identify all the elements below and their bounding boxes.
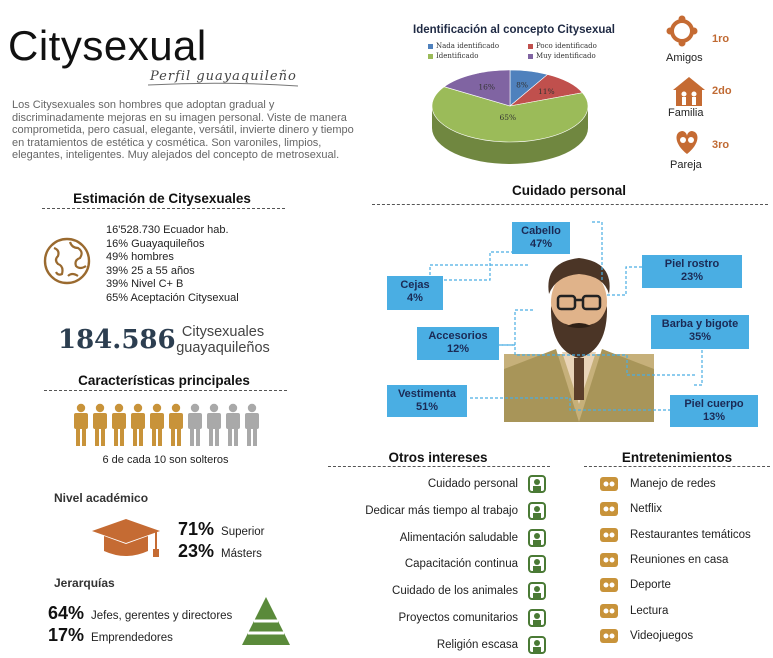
otros-item-label: Cuidado de los animales [392, 585, 518, 598]
legend-swatch [528, 54, 533, 59]
academico-row [178, 541, 265, 563]
academico-pct: 71% [178, 519, 215, 539]
apple-icon [526, 527, 548, 549]
single-person-icon [131, 404, 145, 446]
network-icon [598, 474, 620, 494]
academico-list [178, 519, 265, 563]
entretenimientos-divider [584, 466, 770, 467]
legend-label: Poco identificado [536, 42, 597, 50]
legend-swatch [428, 44, 433, 49]
work-icon [526, 500, 548, 522]
restaurant-icon [598, 525, 620, 545]
pie-label-2: 65% [499, 112, 517, 122]
single-person-icon [169, 404, 183, 446]
cuidado-heading: Cuidado personal [511, 183, 626, 198]
estimacion-line: 49% hombres [106, 251, 174, 263]
pie-label-0: 8% [516, 80, 528, 90]
single-person-icon [74, 404, 88, 446]
callout-label: Vestimenta [397, 388, 457, 400]
entretenimiento-label: Manejo de redes [630, 478, 716, 490]
entretenimiento-item [598, 524, 751, 546]
legend-row [428, 52, 628, 60]
trophy-icon [598, 575, 620, 595]
otros-item-label: Alimentación saludable [399, 531, 518, 544]
house-icon [598, 550, 620, 570]
pie-label-3: 16% [478, 82, 496, 92]
gamepad-icon [598, 626, 620, 646]
chart-title: Identificación al concepto Citysexual [413, 24, 615, 36]
otros-item-label: Cuidado personal [427, 478, 518, 490]
academico-row [178, 519, 265, 541]
legend-entry [428, 52, 528, 60]
legend-entry [528, 52, 628, 60]
estimacion-divider [42, 208, 285, 209]
entretenimiento-item [598, 498, 662, 520]
legend-label: Muy identificado [536, 52, 596, 60]
entretenimiento-item [598, 600, 668, 622]
entretenimiento-item [598, 473, 716, 495]
otros-heading: Otros intereses [388, 450, 488, 465]
person-icon [188, 404, 202, 446]
otros-item [400, 526, 548, 550]
legend-swatch [428, 54, 433, 59]
legend-label: Nada identificado [436, 42, 500, 50]
callout-pct: 12% [446, 343, 470, 355]
page-title: Citysexual [8, 22, 207, 69]
community-icon [526, 607, 548, 629]
person-icon [226, 404, 240, 446]
callout-label: Barba y bigote [661, 318, 739, 330]
entretenimiento-label: Lectura [630, 604, 669, 617]
academico-pct: 23% [178, 541, 215, 561]
citysexual-count: 184.586 [58, 325, 176, 355]
estimacion-line: 16% Guayaquileños [106, 237, 205, 250]
rank-3: 3ro [712, 139, 730, 151]
estimacion-heading: Estimación de Citysexuales [73, 191, 251, 206]
caracteristicas-heading: Características principales [78, 373, 250, 388]
single-person-icon [112, 404, 126, 446]
callout-pct: 47% [529, 238, 553, 250]
count-label-line: Citysexuales [181, 324, 265, 340]
legend-entry [428, 42, 528, 50]
grooming-icon [526, 473, 548, 495]
otros-item [398, 606, 548, 630]
otros-item-label: Capacitación continua [404, 558, 518, 571]
entretenimiento-label: Videojuegos [630, 629, 694, 642]
callout-accesorios [417, 327, 499, 360]
estimacion-line: 39% Nivel C+ B [106, 278, 184, 290]
count-label-line: guayaquileños [176, 340, 270, 356]
jerarquias-heading: Jerarquías [54, 576, 115, 590]
entretenimientos-heading: Entretenimientos [621, 450, 733, 465]
otros-item [405, 552, 548, 576]
estimacion-line: 65% Aceptación Citysexual [106, 291, 239, 304]
legend-entry [528, 42, 628, 50]
pie-label-1: 11% [537, 87, 555, 97]
callout-barba [651, 315, 749, 349]
jerarquias-row [48, 625, 232, 647]
intro-text: Los Citysexuales son hombres que adoptan gradual y discriminadamente mejoras en su imagen personal. Viste de manera comprometida, pero casual, elegante, versátil, invierte dinero y tiempo en tratamientos de estética y cosmética. Son varoniles, limpios, elegantes, inteligentes. Muy alejados del concepto de metrosexual. [12, 99, 354, 162]
jerarquias-row [48, 603, 232, 625]
legend-row [428, 42, 628, 50]
legend-label: Identificado [436, 52, 479, 60]
entretenimiento-label: Netflix [630, 503, 662, 516]
otros-item [428, 472, 548, 496]
otros-item-label: Proyectos comunitarios [398, 612, 518, 624]
single-person-icon [150, 404, 164, 446]
estimacion-list [106, 224, 239, 305]
otros-item [365, 499, 548, 523]
jerarquias-label: Jefes, gerentes y directores [91, 610, 233, 622]
academico-heading: Nivel académico [54, 491, 149, 505]
callout-label: Cejas [400, 279, 430, 291]
callout-pct: 23% [680, 271, 704, 283]
callout-label: Piel rostro [664, 258, 720, 270]
callout-pct: 51% [415, 401, 439, 413]
callout-cabello [512, 222, 570, 254]
influence-label: Amigos [666, 52, 703, 64]
rank-1: 1ro [712, 33, 730, 45]
entretenimiento-item [598, 549, 728, 571]
estimacion-line: 16'528.730 Ecuador hab. [106, 224, 229, 236]
chart-legend [428, 42, 628, 60]
jerarquias-pct: 64% [48, 603, 85, 623]
callout-label: Piel cuerpo [684, 398, 744, 410]
graduation-cap-icon [90, 517, 162, 563]
entretenimiento-label: Deporte [630, 579, 671, 592]
entretenimiento-label: Restaurantes temáticos [630, 528, 751, 541]
caracteristicas-divider [44, 390, 287, 391]
subtitle-underline [148, 82, 298, 88]
callout-piel-rostro [642, 255, 742, 288]
page-subtitle: Perfil guayaquileño [150, 69, 297, 84]
entretenimiento-item [598, 574, 671, 596]
rank-2: 2do [712, 85, 732, 97]
otros-item-label: Dedicar más tiempo al trabajo [365, 504, 518, 517]
people-pictogram [70, 403, 270, 449]
influence-label: Pareja [670, 159, 702, 171]
solteros-caption: 6 de cada 10 son solteros [102, 454, 229, 466]
influence-label: Familia [668, 107, 704, 119]
jerarquias-label: Emprendedores [91, 632, 173, 644]
academico-label: Másters [221, 548, 262, 560]
person-icon [245, 404, 259, 446]
tv-icon [598, 499, 620, 519]
pet-icon [526, 580, 548, 602]
otros-item-label: Religión escasa [436, 638, 518, 651]
couple-icon [672, 128, 702, 156]
callout-label: Accesorios [428, 330, 488, 342]
callout-label: Cabello [521, 225, 561, 237]
single-person-icon [93, 404, 107, 446]
callout-pct: 13% [702, 411, 726, 423]
legend-swatch [528, 44, 533, 49]
callout-vestimenta [387, 385, 467, 417]
citysexual-count-label [168, 324, 278, 356]
pie-chart [420, 66, 620, 176]
bible-icon [526, 634, 548, 656]
otros-item [392, 579, 548, 603]
entretenimiento-label: Reuniones en casa [630, 553, 729, 566]
otros-item [437, 633, 548, 657]
family-icon [672, 76, 706, 106]
friends-icon [666, 15, 698, 47]
jerarquias-list [48, 603, 232, 647]
pyramid-icon [238, 595, 294, 649]
estimacion-line: 39% 25 a 55 años [106, 264, 195, 277]
globe-icon [42, 236, 92, 286]
otros-divider [328, 466, 550, 467]
person-icon [207, 404, 221, 446]
academico-label: Superior [221, 526, 265, 538]
callout-piel-cuerpo [670, 395, 758, 427]
callout-cejas [387, 276, 443, 310]
jerarquias-pct: 17% [48, 625, 85, 645]
entretenimiento-item [598, 625, 693, 647]
callout-pct: 35% [688, 331, 712, 343]
training-icon [526, 553, 548, 575]
cuidado-divider [372, 204, 768, 205]
book-icon [598, 601, 620, 621]
callout-pct: 4% [407, 292, 423, 304]
